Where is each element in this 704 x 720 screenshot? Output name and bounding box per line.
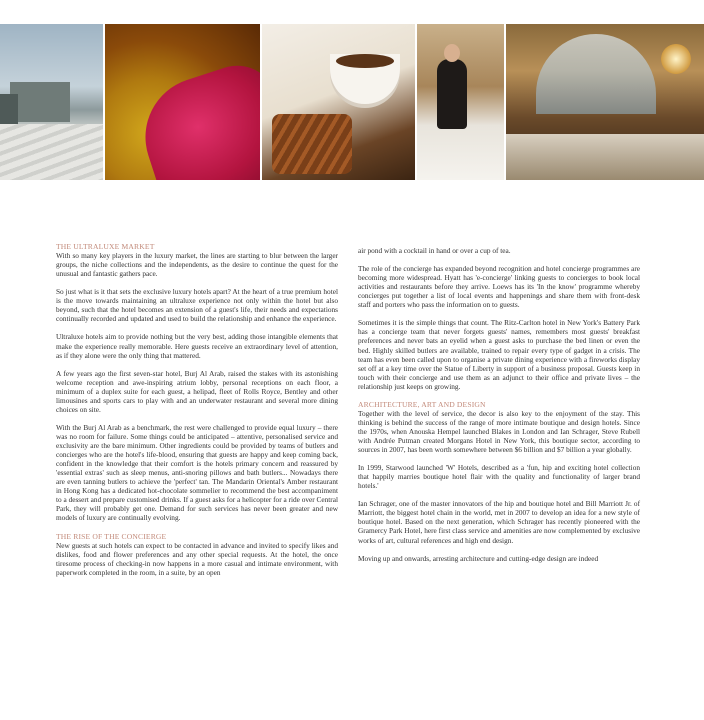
section-heading-concierge: THE RISE OF THE CONCIERGE [56, 531, 167, 541]
photo-pool-deck [0, 24, 103, 180]
paragraph: Sometimes it is the simple things that count. The Ritz-Carlton hotel in New York's Battery Park has a concierge team that never forgets guests' names, remembers most guests' breakfast preferences and never bats an eyelid when a guest asks to purchase the bed linen or even the bed. Highly skilled butlers are available, trained to repair every type of gadget in a crisis. The team has even been called upon to organise a private dining experience with a fireworks display set off at a key time over the Statue of Liberty in support of a business proposal. Guests keep in touch with their concierge and use them as an adjunct to their office and private lives – the relationship just keeps on growing. [358, 318, 640, 391]
right-column [358, 246, 640, 572]
photo-loungers [0, 124, 103, 180]
photo-restaurant [506, 24, 704, 180]
paragraph-continued: air pond with a cocktail in hand or over a cup of tea. [358, 246, 511, 255]
photo-coffee-surface [336, 54, 394, 68]
paragraph: Ian Schrager, one of the master innovators of the hip and boutique hotel and Bill Marriott Jr. of Marriott, the biggest hotel chain in the world, met in 2007 to develop an idea for a new style of boutique hotel. Based on the next generation, which Schrager has recently pioneered with the Gramercy Park Hotel, here first class service and amenities are now complemented by exclusive works of art, cultural references and high end design. [358, 499, 640, 545]
paragraph: Together with the level of service, the decor is also key to the enjoyment of the stay. This thinking is behind the success of the range of more intimate boutique and design hotels. Since the 1970s, when Anouska Hempel launched Blakes in London and Ian Schrager, Steve Rubell with Andrée Putman created Morgans Hotel in New York, this boutique sector, according to sources in 2007, has been worth somewhere between $6 billion and $7 billion a year globally. [358, 408, 640, 455]
paragraph: With so many key players in the luxury market, the lines are starting to blur between the larger groups, the niche collections and the independents, as the desire to continue the quest for the unusual and fantastic gathers pace. [56, 251, 338, 279]
photo-lamp [661, 44, 691, 74]
paragraph: New guests at such hotels can expect to be contacted in advance and invited to specify likes and dislikes, food and flower preferences and any other special requests. At the hotel, the once tiresome process of checking-in now happens in a more casual and intimate environment, with paperwork completed in the room, in a suite, by an open [56, 540, 338, 577]
paragraph: The role of the concierge has expanded beyond recognition and hotel concierge programmes are becoming more widespread. Hyatt has 'e-concierge' linking guests to concierges to book local activities and restaurants before they arrive. Loews has its 'In the know' programme whereby concierges put together a list of local events and happenings and share them with front-desk staff and porters who pass the information on to guests. [358, 264, 640, 310]
photo-building-side [0, 94, 18, 124]
paragraph: In 1999, Starwood launched 'W' Hotels, described as a 'fun, hip and exciting hotel collection that happily marries boutique hotel flair with the quality and functionality of larger brand hotels.' [358, 463, 640, 491]
photo-red-sofa [105, 24, 261, 180]
photo-cinnamon-sticks [272, 114, 352, 174]
photo-sofa-shape [130, 55, 261, 180]
photo-butler [417, 24, 504, 180]
section-heading-ultraluxe: THE ULTRALUXE MARKET [56, 242, 155, 251]
left-column [56, 242, 338, 586]
paragraph: A few years ago the first seven-star hotel, Burj Al Arab, raised the stakes with its astonishing welcome reception and awe-inspiring atrium lobby, personal receptions on each floor, a minimum of a duplex suite for each guest, a helipad, fleet of Rolls Royce, Bentley and other limousines and sports cars to play with and an underwater restaurant and several more dining choices on site. [56, 368, 338, 414]
paragraph: So just what is it that sets the exclusive luxury hotels apart? At the heart of a true premium hotel is the move towards maintaining an ultraluxe experience not only within the hotel but also beyond, such that the hotel becomes an extension of a guest's life, their needs and expectations continually recorded and updated and used to build the relationship and enhance the experience. [56, 287, 338, 324]
section-heading-architecture: ARCHITECTURE, ART AND DESIGN [358, 399, 486, 409]
paragraph: Ultraluxe hotels aim to provide nothing but the very best, adding those intangible elements that make the experience really memorable. Here guests receive an extraordinary level of attention, as if they alone were the only thing that mattered. [56, 332, 338, 360]
paragraph: With the Burj Al Arab as a benchmark, the rest were challenged to provide equal luxury – there was no room for failure. Some things could be anticipated – attentive, personalised service and exclusivity are the bare minimum. Other ingredients could be provided by teams of butlers and concierges who are the hotel's life-blood, ensuring that guests are happy and keep coming back, confident in the knowledge that their comfort is the hotels primary concern and reassured by 'essential extras' such as sleep menus, anti-snoring pillows and bath butlers... Nowadays there are even tanning butlers to achieve the 'perfect' tan. The Mandarin Oriental's Amber restaurant in Hong Kong has a dedicated hot-chocolate sommelier to recommend the best accompaniment to a dessert and prepare customised drinks. If a guest asks for a helicopter for a ride over Central Park, they will probably get one. Demand for such services has never been greater and new models of luxury are continually evolving. [56, 422, 338, 523]
photo-arched-window [536, 34, 656, 114]
photo-butler-figure [437, 59, 467, 129]
photo-strip [0, 24, 704, 180]
photo-dining-tables [506, 134, 704, 180]
paragraph: Moving up and onwards, arresting architecture and cutting-edge design are indeed [358, 553, 599, 563]
photo-coffee-cup [262, 24, 415, 180]
photo-building [10, 82, 70, 122]
photo-butler-head [444, 44, 460, 62]
